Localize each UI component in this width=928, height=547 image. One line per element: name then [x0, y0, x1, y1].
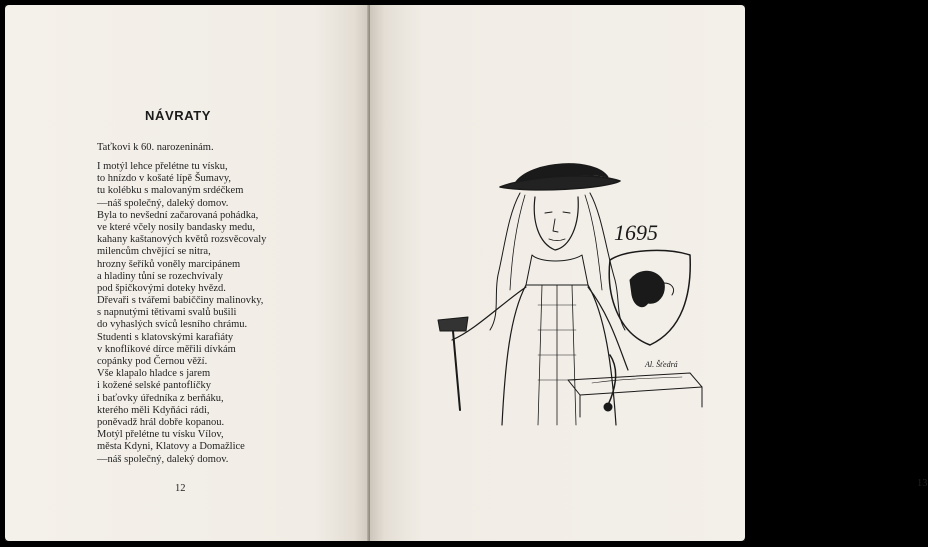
- poem-line: copánky pod Černou věží.: [97, 356, 208, 367]
- poem-line: Motýl přelétne tu vísku Vílov,: [97, 429, 224, 441]
- poem-line: pod špičkovými doteky hvězd.: [97, 282, 226, 294]
- poem-line: do vyhaslých svíců lesního chrámu.: [97, 319, 248, 331]
- poem-line: Dřevaři s tvářemi babiččiny malinovky,: [97, 295, 264, 307]
- poem-line: —náš společný, daleký domov.: [97, 197, 229, 209]
- page-number-left: 12: [175, 483, 186, 494]
- poem-line: I motýl lehce přelétne tu vísku,: [97, 161, 228, 172]
- poem-line: s napnutými tětivami svalů bušili: [97, 307, 237, 319]
- nobleman-illustration: [420, 155, 710, 445]
- poem-line: města Kdyni, Klatovy a Domažlice: [97, 441, 245, 453]
- poem-line: to hnízdo v košaté lípě Šumavy,: [97, 173, 232, 185]
- poem-line: hrozny šeříků voněly marcipánem: [97, 258, 241, 270]
- poem-line: poněvadž hrál dobře kopanou.: [97, 416, 225, 428]
- poem-line: tu kolébku s malovaným srdéčkem: [97, 185, 244, 197]
- artist-signature: Al. Šťedrá: [645, 360, 678, 369]
- poem-line: i kožené selské pantoflíčky: [97, 380, 212, 392]
- year-inscription: 1695: [614, 220, 658, 245]
- poem-line: Studenti s klatovskými karafiáty: [97, 331, 234, 343]
- poem-line: ve které včely nosily bandasky medu,: [97, 221, 256, 233]
- poem-line: i baťovky úředníka z berňáku,: [97, 392, 224, 404]
- book-spread: [5, 5, 928, 541]
- poem-line: Byla to nevšední začarovaná pohádka,: [97, 209, 259, 221]
- poem-line: kterého měli Kdyňáci rádi,: [97, 404, 210, 416]
- poem-text: [97, 161, 266, 466]
- poem-line: kahany kaštanových květů rozsvěcovaly: [97, 234, 267, 246]
- poem-line: milencům chvějící se nitra,: [97, 246, 211, 258]
- page-number-right: 13: [917, 478, 928, 489]
- dedication: Taťkovi k 60. narozeninám.: [97, 142, 214, 153]
- poem-title: NÁVRATY: [145, 108, 212, 123]
- left-page: [5, 5, 369, 541]
- poem-line: —náš společný, daleký domov.: [97, 453, 229, 465]
- poem-line: Vše klapalo hladce s jarem: [97, 368, 211, 380]
- poem-line: v knoflíkové dírce měřili dívkám: [97, 343, 236, 355]
- poem-line: a hladiny tůní se rozechvívaly: [97, 270, 223, 282]
